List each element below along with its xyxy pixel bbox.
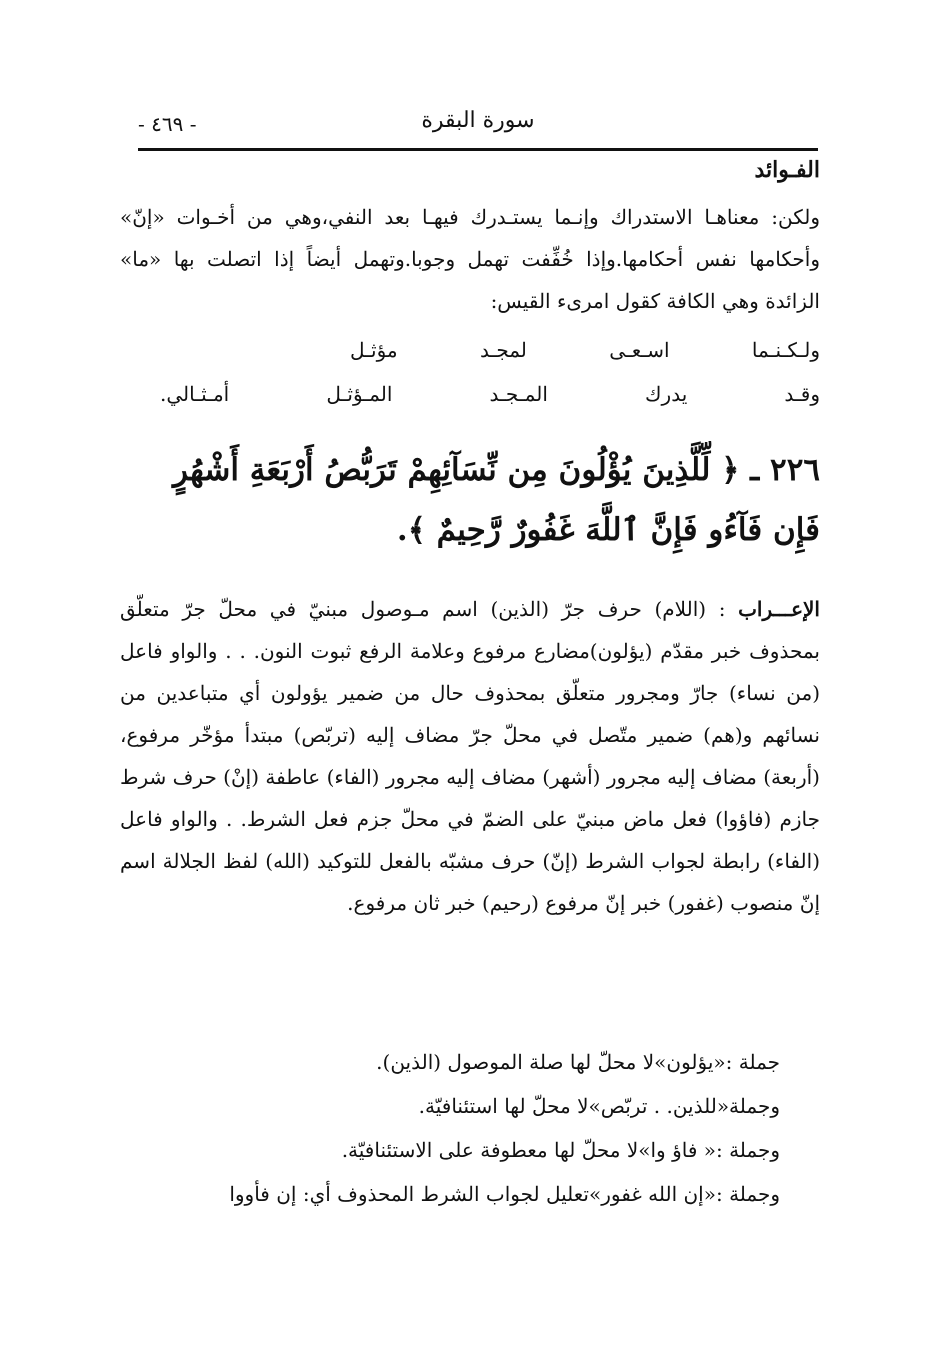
poem-word: وقـد bbox=[784, 382, 820, 406]
poem-word: المـجـد bbox=[489, 382, 548, 406]
poem-word: أمـثـالي. bbox=[160, 382, 230, 406]
benefits-heading: الفـوائد bbox=[754, 157, 820, 183]
surah-title: سورة البقرة bbox=[421, 108, 535, 133]
page-number: - ٤٦٩ - bbox=[138, 112, 197, 136]
sentence-list bbox=[120, 1040, 780, 1216]
sentence-item: جملة :«يؤلون»لا محلّ لها صلة الموصول (الذين). bbox=[376, 1050, 780, 1074]
poem-word: مؤثـل bbox=[350, 338, 398, 362]
benefits-paragraph: ولكن: معناهـا الاستدراك وإنـما يستـدرك فيهـا بعد النفي،وهي من أخـوات «إنّ» وأحكامها نفس أحكامها.وإذا خُفِّفت تهمل وجوبا.وتهمل أيضاً إذا اتصلت بها «ما» الزائدة وهي الكافة كقول امرىء القيس: bbox=[120, 205, 820, 313]
poem-word: لمجـد bbox=[479, 338, 527, 362]
irab-text: : (اللام) حرف جرّ (الذين) اسم مـوصول مبنيّ في محلّ جرّ متعلّق بمحذوف خبر مقدّم (يؤلون)مضارع مرفوع وعلامة الرفع ثبوت النون. . . والواو فاعل (من نساء) جارّ ومجرور متعلّق بمحذوف حال من ضمير يؤولون أي متباعدين من نسائهم و(هم) ضمير متّصل في محلّ جرّ مضاف إليه (تربّص) مبتدأ مؤخّر مرفوع، (أربعة) مضاف إليه مجرور (أشهر) مضاف إليه مجرور (الفاء) عاطفة (إنْ) حرف شرط جازم (فاؤوا) فعل ماض مبنيّ على الضمّ في محلّ جزم فعل الشرط. . والواو فاعل (الفاء) رابطة لجواب الشرط (إنّ) حرف مشبّه بالفعل للتوكيد (الله) لفظ الجلالة اسم إنّ منصوب (غفور) خبر إنّ مرفوع (رحيم) خبر ثان مرفوع. bbox=[120, 597, 820, 915]
poem-word: يدرك bbox=[645, 382, 688, 406]
quran-verse: ٢٢٦ ـ ﴿ لِّلَّذِينَ يُؤْلُونَ مِن نِّسَآئِهِمْ تَرَبُّصُ أَرْبَعَةِ أَشْهُرٍ فَإِن فَآءُو فَإِنَّ ٱللَّهَ غَفُورٌ رَّحِيمٌ ﴾. bbox=[173, 452, 820, 548]
sentence-item: وجملة«للذين. . تربّص»لا محلّ لها استئنافيّة. bbox=[418, 1094, 780, 1118]
page-header bbox=[138, 108, 818, 144]
irab-label: الإعـــراب bbox=[738, 597, 820, 621]
poem-line-1 bbox=[120, 330, 820, 370]
poem-line-2 bbox=[120, 374, 820, 414]
sentence-item: وجملة :«إن الله غفور»تعليل لجواب الشرط المحذوف أي: إن فأووا bbox=[229, 1182, 780, 1206]
poem-word: اسـعـى bbox=[609, 338, 670, 362]
irab-paragraph bbox=[120, 588, 820, 924]
poem-word: المـؤثـل bbox=[326, 382, 393, 406]
poem-word: ولـكـنـما bbox=[751, 338, 820, 362]
sentence-item: وجملة :« فاؤ وا»لا محلّ لها معطوفة على الاستئنافيّة. bbox=[341, 1138, 780, 1162]
verse-text: ﴿ لِّلَّذِينَ يُؤْلُونَ مِن نِّسَآئِهِمْ تَرَبُّصُ أَرْبَعَةِ أَشْهُرٍ فَإِن فَآءُو فَإِنَّ ٱللَّهَ غَفُورٌ رَّحِيمٌ ﴾. bbox=[173, 452, 820, 548]
verse-number: ٢٢٦ bbox=[770, 452, 820, 488]
